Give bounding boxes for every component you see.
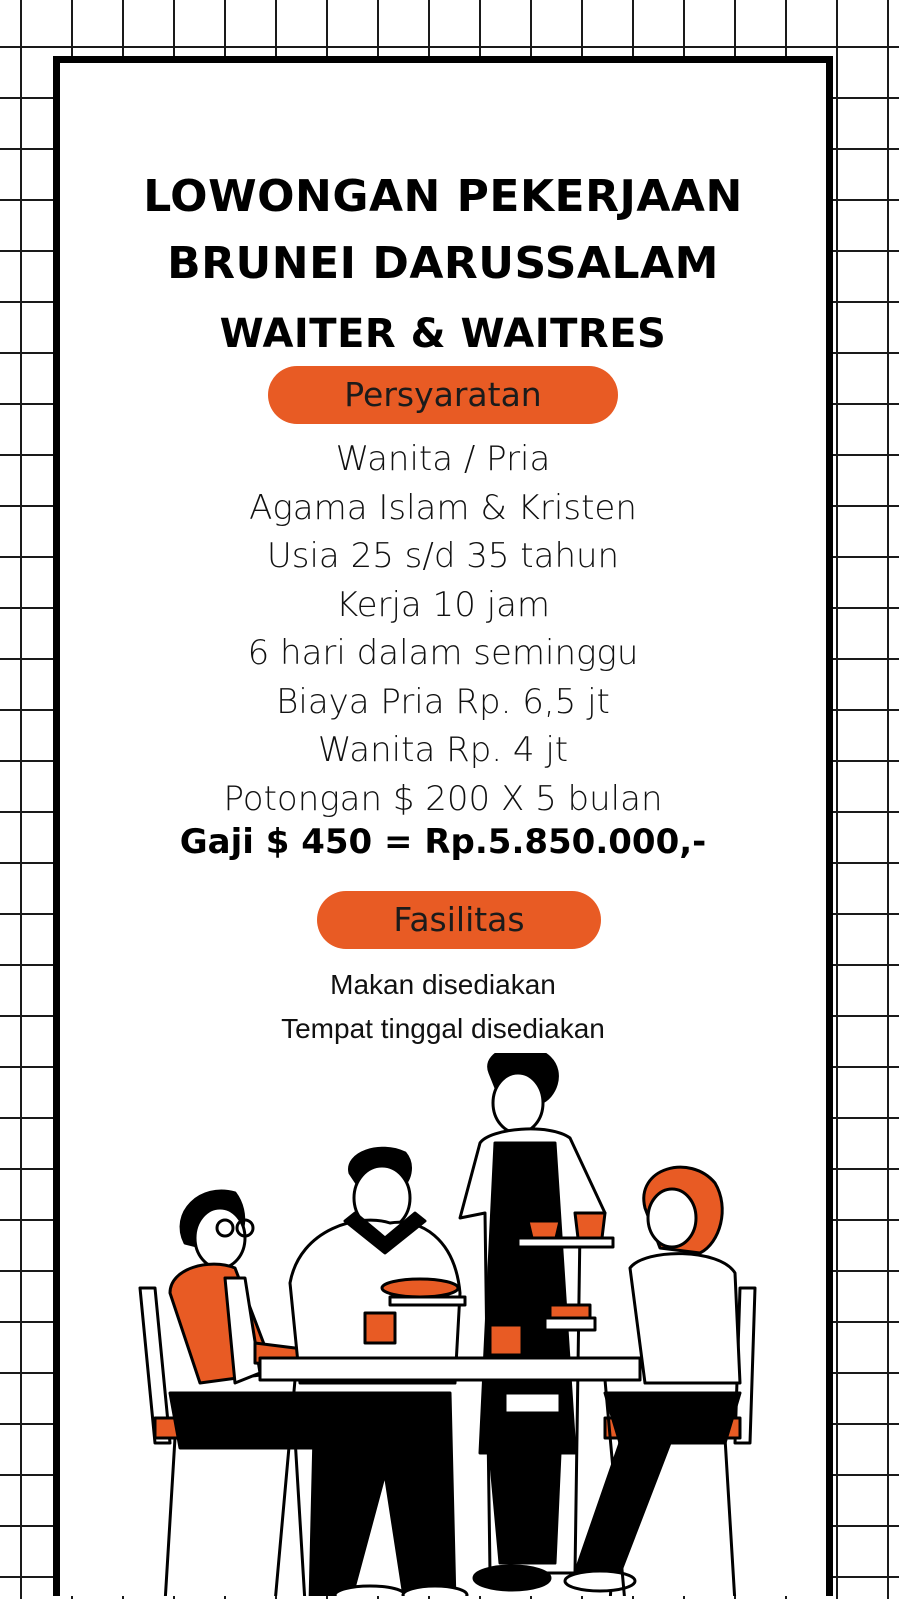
- requirement-item: Potongan $ 200 X 5 bulan: [223, 778, 663, 819]
- facility-item: Makan disediakan: [330, 969, 556, 1000]
- requirements-badge: [268, 366, 618, 424]
- cafe-illustration: [60, 1053, 826, 1596]
- requirements-label: Persyaratan: [344, 375, 542, 414]
- requirement-item: Kerja 10 jam: [335, 584, 551, 625]
- requirement-item: Wanita Rp. 4 jt: [317, 730, 569, 770]
- salary-text: Gaji $ 450 = Rp.5.850.000,-: [179, 822, 707, 862]
- facilities-label: Fasilitas: [393, 900, 525, 939]
- job-position: WAITER & WAITRES: [219, 311, 667, 357]
- requirement-item: Agama Islam & Kristen: [249, 487, 637, 528]
- requirement-item: Biaya Pria Rp. 6,5 jt: [276, 681, 610, 722]
- requirement-item: Wanita / Pria: [335, 439, 551, 479]
- facilities-list: [60, 963, 826, 1051]
- title-line-1: LOWONGAN PEKERJAAN: [143, 171, 743, 222]
- requirement-item: 6 hari dalam seminggu: [247, 633, 639, 673]
- poster-card: [53, 56, 833, 1596]
- facility-item: Tempat tinggal disediakan: [281, 1013, 605, 1044]
- requirements-list: [60, 435, 826, 823]
- facilities-badge: [317, 891, 601, 949]
- requirement-item: Usia 25 s/d 35 tahun: [266, 536, 620, 576]
- title-line-2: BRUNEI DARUSSALAM: [167, 238, 719, 289]
